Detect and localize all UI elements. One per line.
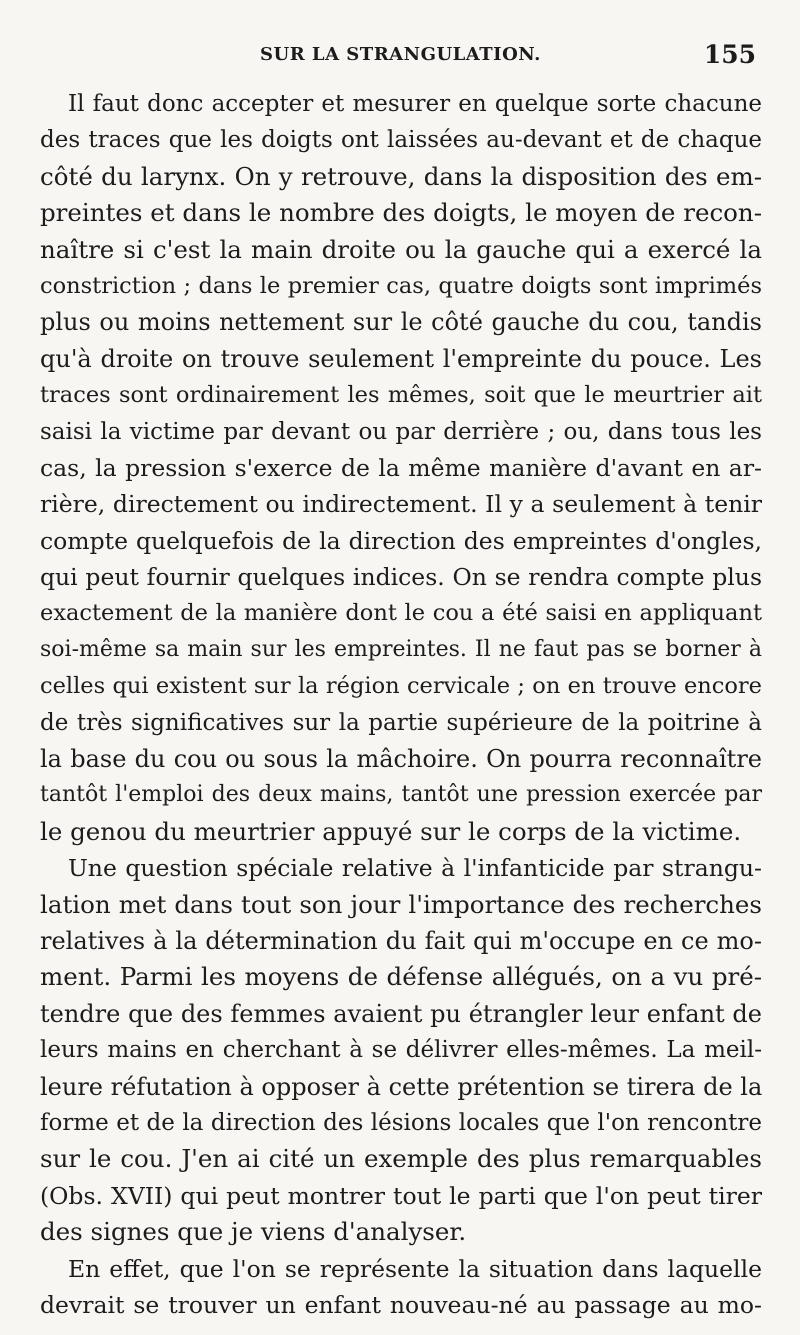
text-line: soi-même sa main sur les empreintes. Il ne faut pas se borner à — [40, 636, 762, 662]
text-line: cas, la pression s'exerce de la même manière d'avant en ar- — [40, 453, 762, 482]
text-line: saisi la victime par devant ou par derrière ; ou, dans tous les — [40, 418, 762, 445]
text-line: exactement de la manière dont le cou a été saisi en appliquant — [40, 600, 762, 627]
text-line: côté du larynx. On y retrouve, dans la disposition des em- — [40, 161, 762, 191]
text-line: ment. Parmi les moyens de défense allégués, on a vu pré- — [40, 962, 762, 992]
text-line: des signes que je viens d'analyser. — [40, 1217, 467, 1247]
text-line: En effet, que l'on se représente la situation dans laquelle — [68, 1254, 762, 1283]
text-line: de très significatives sur la partie supérieure de la poitrine à — [40, 709, 762, 736]
text-line: lation met dans tout son jour l'importance des recherches — [40, 889, 762, 919]
text-line: celles qui existent sur la région cervicale ; on en trouve encore — [40, 673, 762, 700]
text-line: Il faut donc accepter et mesurer en quelque sorte chacune — [68, 91, 762, 117]
text-line: naître si c'est la main droite ou la gauche qui a exercé la — [40, 234, 762, 264]
text-line: sur le cou. J'en ai cité un exemple des plus remarquables — [40, 1144, 762, 1174]
text-line: compte quelquefois de la direction des empreintes d'ongles, — [40, 526, 762, 555]
text-line: traces sont ordinairement les mêmes, soit que le meurtrier ait — [40, 382, 762, 409]
text-line: des traces que les doigts ont laissées au-devant et de chaque — [40, 127, 762, 154]
running-head — [60, 40, 760, 72]
text-line: devrait se trouver un enfant nouveau-né au passage au mo- — [40, 1290, 762, 1319]
text-line: forme et de la direction des lésions locales que l'on rencontre — [40, 1109, 762, 1136]
text-line: la base du cou ou sous la mâchoire. On pourra reconnaître — [40, 745, 762, 774]
page-number: 155 — [703, 40, 756, 69]
text-line: plus ou moins nettement sur le côté gauche du cou, tandis — [40, 308, 762, 337]
paragraph — [40, 86, 762, 850]
text-line: rière, directement ou indirectement. Il y a seulement à tenir — [40, 490, 762, 519]
text-line: tantôt l'emploi des deux mains, tantôt une pression exercée par — [40, 782, 762, 808]
running-title: SUR LA STRANGULATION. — [260, 44, 541, 65]
body-text — [40, 86, 762, 1323]
text-line: (Obs. XVII) qui peut montrer tout le parti que l'on peut tirer — [40, 1181, 762, 1210]
text-line: leure réfutation à opposer à cette prétention se tirera de la — [40, 1072, 762, 1101]
text-line: leurs mains en cherchant à se délivrer elles-mêmes. La meil- — [40, 1037, 762, 1064]
text-line: relatives à la détermination du fait qui m'occupe en ce mo- — [40, 926, 762, 955]
text-line: le genou du meurtrier appuyé sur le corps de la victime. — [40, 816, 742, 846]
text-line: constriction ; dans le premier cas, quatre doigts sont imprimés — [40, 272, 762, 299]
text-line: preintes et dans le nombre des doigts, le moyen de recon- — [40, 198, 762, 228]
paragraph — [40, 850, 762, 1250]
text-line: qui peut fournir quelques indices. On se rendra compte plus — [40, 563, 762, 592]
text-line: tendre que des femmes avaient pu étrangler leur enfant de — [40, 999, 762, 1028]
text-line: Une question spéciale relative à l'infanticide par strangu- — [68, 854, 762, 883]
text-line: qu'à droite on trouve seulement l'empreinte du pouce. Les — [40, 344, 762, 373]
paragraph — [40, 1251, 762, 1324]
